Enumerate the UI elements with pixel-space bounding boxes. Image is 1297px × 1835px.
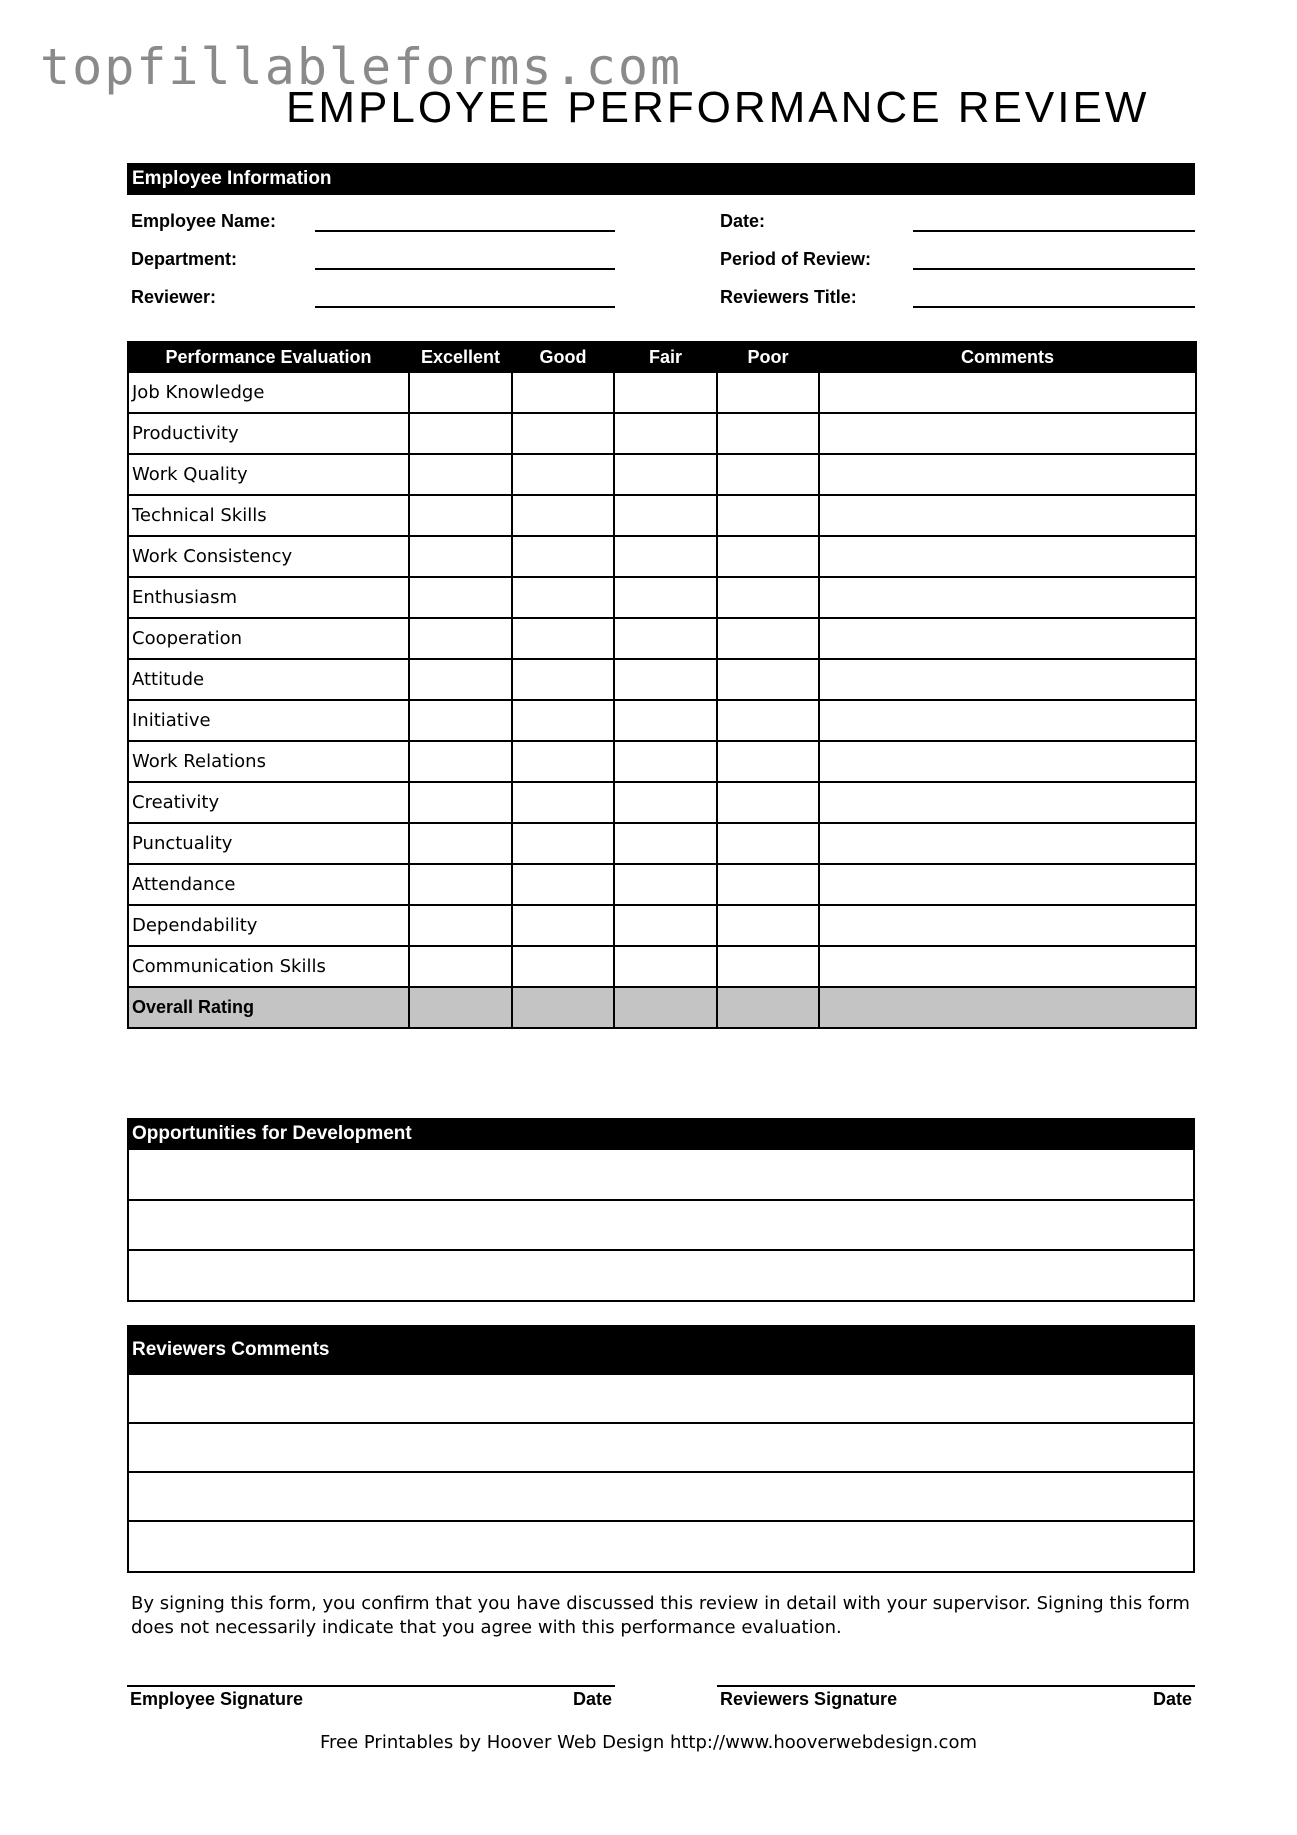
reviewer-comments-line-1[interactable] bbox=[129, 1375, 1193, 1424]
reviewer-comments-line-4[interactable] bbox=[129, 1522, 1193, 1571]
rating-cell-excellent[interactable] bbox=[409, 372, 512, 413]
date-field[interactable] bbox=[913, 230, 1195, 232]
table-row bbox=[128, 864, 1196, 905]
rating-cell-excellent[interactable] bbox=[409, 946, 512, 987]
employee-name-field[interactable] bbox=[315, 230, 615, 232]
table-row bbox=[128, 823, 1196, 864]
employee-signature-line[interactable] bbox=[127, 1685, 615, 1710]
column-header-excellent: Excellent bbox=[409, 342, 512, 372]
rating-cell-good[interactable] bbox=[512, 536, 614, 577]
employee-signature-label: Employee Signature bbox=[130, 1689, 304, 1709]
table-row bbox=[128, 536, 1196, 577]
criterion-label: Initiative bbox=[128, 700, 409, 741]
rating-cell-good[interactable] bbox=[512, 454, 614, 495]
rating-cell-excellent[interactable] bbox=[409, 741, 512, 782]
column-header-good: Good bbox=[512, 342, 614, 372]
comments-cell[interactable] bbox=[819, 413, 1196, 454]
rating-cell-fair[interactable] bbox=[614, 454, 717, 495]
criterion-label: Dependability bbox=[128, 905, 409, 946]
development-line-2[interactable] bbox=[129, 1201, 1193, 1251]
rating-cell-poor[interactable] bbox=[717, 823, 819, 864]
reviewer-signature-label: Reviewers Signature bbox=[720, 1689, 898, 1709]
rating-cell-poor[interactable] bbox=[717, 905, 819, 946]
criterion-label: Attitude bbox=[128, 659, 409, 700]
rating-cell-excellent[interactable] bbox=[409, 823, 512, 864]
criterion-label: Enthusiasm bbox=[128, 577, 409, 618]
rating-cell-poor[interactable] bbox=[717, 659, 819, 700]
table-row bbox=[128, 495, 1196, 536]
rating-cell-fair[interactable] bbox=[614, 618, 717, 659]
criterion-label: Work Consistency bbox=[128, 536, 409, 577]
watermark: topfillableforms.com bbox=[40, 38, 683, 96]
rating-cell-excellent[interactable] bbox=[409, 700, 512, 741]
rating-cell-fair[interactable] bbox=[614, 700, 717, 741]
development-header: Opportunities for Development bbox=[127, 1118, 1195, 1149]
rating-cell-fair[interactable] bbox=[614, 659, 717, 700]
rating-cell-poor[interactable] bbox=[717, 946, 819, 987]
table-row bbox=[128, 413, 1196, 454]
table-row bbox=[128, 905, 1196, 946]
rating-cell-poor[interactable] bbox=[717, 741, 819, 782]
rating-cell-fair[interactable] bbox=[614, 372, 717, 413]
rating-cell-good[interactable] bbox=[512, 372, 614, 413]
development-line-3[interactable] bbox=[129, 1251, 1193, 1300]
rating-cell-excellent[interactable] bbox=[409, 905, 512, 946]
comments-cell[interactable] bbox=[819, 495, 1196, 536]
employee-name-label: Employee Name: bbox=[131, 211, 277, 231]
rating-cell-fair[interactable] bbox=[614, 413, 717, 454]
criterion-label: Productivity bbox=[128, 413, 409, 454]
signature-note: By signing this form, you confirm that you have discussed this review in detail with your supervisor. Signing this form does not necessarily indicate that you agree with this performance evaluation. bbox=[131, 1593, 1190, 1638]
rating-cell-poor[interactable] bbox=[717, 413, 819, 454]
comments-cell[interactable] bbox=[819, 905, 1196, 946]
reviewer-title-label: Reviewers Title: bbox=[720, 287, 857, 307]
comments-cell[interactable] bbox=[819, 741, 1196, 782]
rating-cell-poor[interactable] bbox=[717, 864, 819, 905]
rating-cell-excellent[interactable] bbox=[409, 413, 512, 454]
criterion-label: Job Knowledge bbox=[128, 372, 409, 413]
employee-info-header: Employee Information bbox=[127, 163, 1195, 195]
rating-cell-excellent[interactable] bbox=[409, 454, 512, 495]
period-of-review-label: Period of Review: bbox=[720, 249, 872, 269]
reviewer-title-field[interactable] bbox=[913, 306, 1195, 308]
rating-cell-fair[interactable] bbox=[614, 905, 717, 946]
department-label: Department: bbox=[131, 249, 238, 269]
page-title: EMPLOYEE PERFORMANCE REVIEW bbox=[286, 83, 1150, 132]
rating-cell-excellent[interactable] bbox=[409, 864, 512, 905]
overall-rating-label: Overall Rating bbox=[128, 987, 409, 1028]
comments-cell[interactable] bbox=[819, 700, 1196, 741]
rating-cell-good[interactable] bbox=[512, 495, 614, 536]
rating-cell-excellent[interactable] bbox=[409, 536, 512, 577]
criterion-label: Creativity bbox=[128, 782, 409, 823]
footer-credit: Free Printables by Hoover Web Design http://www.hooverwebdesign.com bbox=[319, 1732, 978, 1753]
reviewer-label: Reviewer: bbox=[131, 287, 217, 307]
rating-cell-good[interactable] bbox=[512, 946, 614, 987]
comments-cell[interactable] bbox=[819, 659, 1196, 700]
comments-cell[interactable] bbox=[819, 823, 1196, 864]
rating-cell-poor[interactable] bbox=[717, 700, 819, 741]
comments-cell[interactable] bbox=[819, 618, 1196, 659]
rating-cell-good[interactable] bbox=[512, 782, 614, 823]
rating-cell-good[interactable] bbox=[512, 700, 614, 741]
table-row bbox=[128, 741, 1196, 782]
rating-cell-good[interactable] bbox=[512, 741, 614, 782]
employee-signature-date-label: Date bbox=[572, 1689, 612, 1709]
reviewer-signature-date-label: Date bbox=[1152, 1689, 1192, 1709]
comments-cell[interactable] bbox=[819, 372, 1196, 413]
criterion-label: Attendance bbox=[128, 864, 409, 905]
department-field[interactable] bbox=[315, 268, 615, 270]
comments-cell[interactable] bbox=[819, 782, 1196, 823]
rating-cell-good[interactable] bbox=[512, 823, 614, 864]
rating-cell-good[interactable] bbox=[512, 864, 614, 905]
rating-cell-poor[interactable] bbox=[717, 495, 819, 536]
comments-cell[interactable] bbox=[819, 946, 1196, 987]
reviewer-comments-lines bbox=[127, 1373, 1195, 1573]
rating-cell-poor[interactable] bbox=[717, 577, 819, 618]
rating-cell-excellent[interactable] bbox=[409, 782, 512, 823]
rating-cell-excellent[interactable] bbox=[409, 618, 512, 659]
table-row bbox=[128, 618, 1196, 659]
overall-rating-cell-good[interactable] bbox=[512, 987, 614, 1028]
table-row bbox=[128, 946, 1196, 987]
comments-cell[interactable] bbox=[819, 864, 1196, 905]
criterion-label: Cooperation bbox=[128, 618, 409, 659]
date-label: Date: bbox=[720, 211, 766, 231]
reviewer-field[interactable] bbox=[315, 306, 615, 308]
rating-cell-good[interactable] bbox=[512, 905, 614, 946]
rating-cell-fair[interactable] bbox=[614, 946, 717, 987]
table-row bbox=[128, 659, 1196, 700]
rating-cell-fair[interactable] bbox=[614, 823, 717, 864]
criterion-label: Technical Skills bbox=[128, 495, 409, 536]
performance-evaluation-table bbox=[127, 341, 1197, 1029]
overall-rating-cell-excellent[interactable] bbox=[409, 987, 512, 1028]
table-row bbox=[128, 782, 1196, 823]
overall-rating-row bbox=[128, 987, 1196, 1028]
rating-cell-good[interactable] bbox=[512, 618, 614, 659]
criterion-label: Punctuality bbox=[128, 823, 409, 864]
rating-cell-poor[interactable] bbox=[717, 536, 819, 577]
reviewer-comments-line-3[interactable] bbox=[129, 1473, 1193, 1522]
period-of-review-field[interactable] bbox=[913, 268, 1195, 270]
rating-cell-excellent[interactable] bbox=[409, 577, 512, 618]
rating-cell-good[interactable] bbox=[512, 659, 614, 700]
comments-cell[interactable] bbox=[819, 536, 1196, 577]
rating-cell-fair[interactable] bbox=[614, 741, 717, 782]
reviewer-comments-header: Reviewers Comments bbox=[127, 1325, 1195, 1374]
rating-cell-good[interactable] bbox=[512, 577, 614, 618]
comments-cell[interactable] bbox=[819, 577, 1196, 618]
table-row bbox=[128, 577, 1196, 618]
rating-cell-excellent[interactable] bbox=[409, 659, 512, 700]
development-lines bbox=[127, 1148, 1195, 1302]
rating-cell-poor[interactable] bbox=[717, 782, 819, 823]
overall-comments-cell[interactable] bbox=[819, 987, 1196, 1028]
column-header-category: Performance Evaluation bbox=[128, 342, 409, 372]
table-row bbox=[128, 372, 1196, 413]
column-header-poor: Poor bbox=[717, 342, 819, 372]
rating-cell-poor[interactable] bbox=[717, 372, 819, 413]
overall-rating-cell-poor[interactable] bbox=[717, 987, 819, 1028]
rating-cell-poor[interactable] bbox=[717, 618, 819, 659]
rating-cell-excellent[interactable] bbox=[409, 495, 512, 536]
rating-cell-fair[interactable] bbox=[614, 577, 717, 618]
column-header-comments: Comments bbox=[819, 342, 1196, 372]
criterion-label: Work Relations bbox=[128, 741, 409, 782]
rating-cell-fair[interactable] bbox=[614, 782, 717, 823]
criterion-label: Work Quality bbox=[128, 454, 409, 495]
table-row bbox=[128, 700, 1196, 741]
development-line-1[interactable] bbox=[129, 1150, 1193, 1201]
reviewer-comments-line-2[interactable] bbox=[129, 1424, 1193, 1473]
rating-cell-poor[interactable] bbox=[717, 454, 819, 495]
rating-cell-fair[interactable] bbox=[614, 864, 717, 905]
rating-cell-fair[interactable] bbox=[614, 495, 717, 536]
table-row bbox=[128, 454, 1196, 495]
rating-cell-good[interactable] bbox=[512, 413, 614, 454]
criterion-label: Communication Skills bbox=[128, 946, 409, 987]
overall-rating-cell-fair[interactable] bbox=[614, 987, 717, 1028]
comments-cell[interactable] bbox=[819, 454, 1196, 495]
reviewer-signature-line[interactable] bbox=[717, 1685, 1195, 1710]
column-header-fair: Fair bbox=[614, 342, 717, 372]
rating-cell-fair[interactable] bbox=[614, 536, 717, 577]
